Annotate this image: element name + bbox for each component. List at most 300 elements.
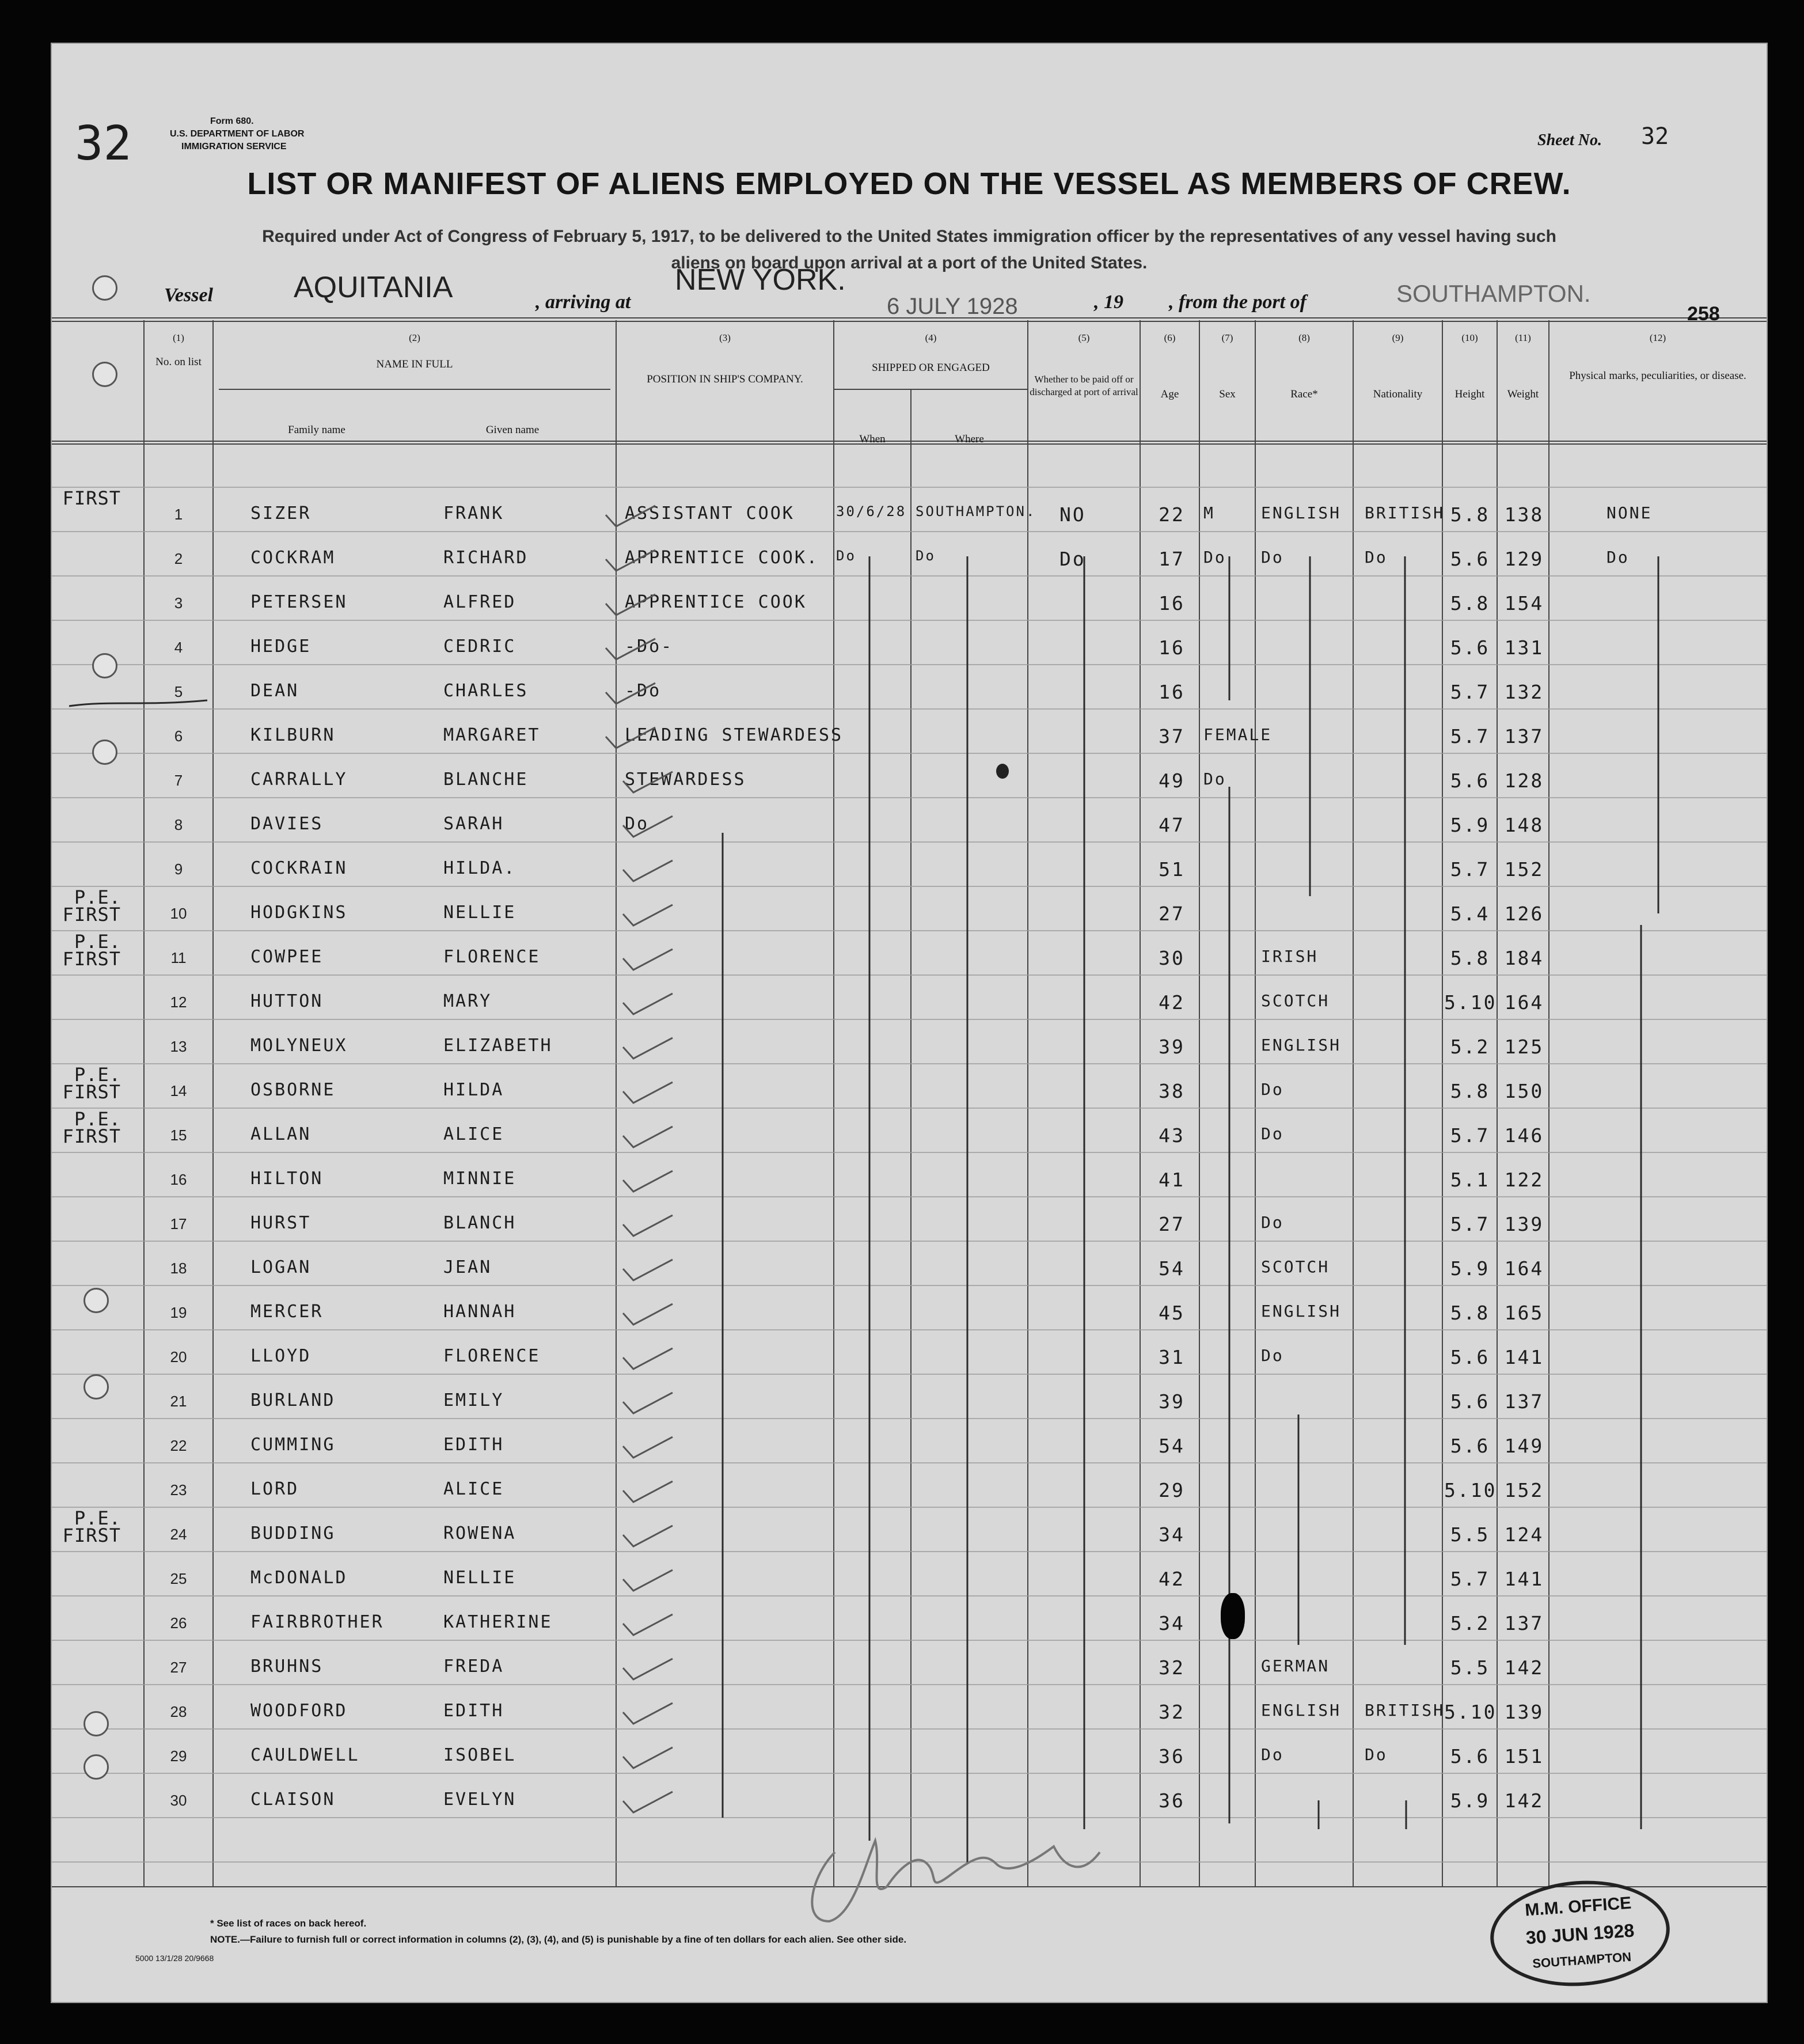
height: 5.8 — [1450, 1302, 1490, 1324]
col8-num: (8) — [1298, 332, 1310, 343]
age: 39 — [1159, 1036, 1185, 1058]
check-mark — [622, 1702, 674, 1725]
age: 27 — [1159, 902, 1185, 925]
height: 5.7 — [1450, 725, 1490, 748]
given-name: NELLIE — [443, 902, 516, 923]
check-mark — [622, 1791, 674, 1814]
table-row — [52, 1735, 1767, 1779]
family-name: MOLYNEUX — [250, 1036, 348, 1056]
check-mark — [622, 1170, 674, 1193]
table-row — [52, 1064, 1767, 1114]
table-row — [52, 1690, 1767, 1735]
given-name: BLANCH — [443, 1213, 516, 1233]
age: 38 — [1159, 1080, 1185, 1102]
race: Do — [1261, 1080, 1284, 1099]
check-mark — [622, 1081, 674, 1104]
given-name: JEAN — [443, 1257, 492, 1277]
weight: 125 — [1504, 1036, 1544, 1058]
given-name: MINNIE — [443, 1169, 516, 1189]
check-mark — [622, 1214, 674, 1237]
table-row — [52, 1203, 1767, 1247]
race: SCOTCH — [1261, 991, 1330, 1010]
given-name: FLORENCE — [443, 1346, 541, 1366]
col1-num: (1) — [173, 332, 184, 343]
height: 5.9 — [1450, 1257, 1490, 1280]
list-number: 22 — [170, 1437, 187, 1454]
shipped-when: 30/6/28 — [836, 503, 907, 519]
age: 49 — [1159, 769, 1185, 792]
col2-family-header: Family name — [288, 424, 345, 436]
check-mark — [622, 1391, 674, 1415]
check-mark — [622, 1480, 674, 1503]
weight: 131 — [1504, 636, 1544, 659]
col2-header: NAME IN FULL — [376, 358, 453, 370]
col10-header: Height — [1454, 388, 1485, 400]
year-label: , 19 — [1094, 291, 1123, 313]
shipped-where: Do — [916, 548, 936, 564]
age: 17 — [1159, 548, 1185, 570]
position: ASSISTANT COOK — [625, 503, 795, 524]
family-name: OSBORNE — [250, 1080, 336, 1100]
table-row — [52, 759, 1767, 803]
list-number: 16 — [170, 1171, 187, 1188]
col12-header: Physical marks, peculiarities, or disease. — [1569, 370, 1746, 382]
table-row — [52, 487, 1767, 537]
check-mark — [622, 904, 674, 927]
physical-marks: NONE — [1606, 503, 1653, 522]
list-number: 11 — [170, 949, 187, 966]
height: 5.8 — [1450, 1080, 1490, 1102]
check-mark — [622, 1258, 674, 1281]
age: 54 — [1159, 1435, 1185, 1457]
height: 5.10 — [1444, 991, 1497, 1014]
list-number: 13 — [170, 1038, 187, 1055]
weight: 122 — [1504, 1169, 1544, 1191]
col4-num: (4) — [925, 332, 937, 343]
col6-header: Age — [1160, 388, 1179, 400]
given-name: ALICE — [443, 1124, 504, 1144]
family-name: ALLAN — [250, 1124, 312, 1144]
shipped-where: SOUTHAMPTON. — [916, 503, 1036, 519]
check-mark — [605, 593, 656, 616]
subtitle-line1: Required under Act of Congress of February 5, 1917, to be delivered to the United States immigration officer by the representatives of any vessel having such — [262, 227, 1556, 246]
check-mark — [622, 1613, 674, 1636]
family-name: WOODFORD — [250, 1701, 348, 1721]
table-row — [52, 1291, 1767, 1336]
height: 5.7 — [1450, 1124, 1490, 1147]
given-name: HILDA. — [443, 858, 516, 878]
family-name: LLOYD — [250, 1346, 312, 1366]
col9-num: (9) — [1392, 332, 1404, 343]
given-name: EMILY — [443, 1390, 504, 1410]
family-name: McDONALD — [250, 1568, 348, 1588]
stamp-place: SOUTHAMPTON — [1532, 1949, 1632, 1971]
given-name: ISOBEL — [443, 1745, 516, 1765]
table-row — [52, 626, 1767, 670]
list-number: 27 — [170, 1659, 187, 1676]
list-number: 18 — [170, 1260, 187, 1277]
family-name: HURST — [250, 1213, 312, 1233]
age: 47 — [1159, 814, 1185, 836]
list-number: 7 — [174, 772, 183, 789]
weight: 124 — [1504, 1523, 1544, 1546]
check-mark — [622, 771, 674, 794]
weight: 139 — [1504, 1213, 1544, 1235]
weight: 137 — [1504, 725, 1544, 748]
given-name: MARY — [443, 991, 492, 1011]
given-name: HILDA — [443, 1080, 504, 1100]
race: Do — [1261, 1213, 1284, 1232]
age: 36 — [1159, 1789, 1185, 1812]
given-name: FREDA — [443, 1656, 504, 1677]
given-name: MARGARET — [443, 725, 541, 745]
table-row — [52, 1108, 1767, 1158]
table-row — [52, 1158, 1767, 1203]
height: 5.5 — [1450, 1656, 1490, 1679]
table-row — [52, 582, 1767, 626]
table-row — [52, 1247, 1767, 1291]
family-name: COCKRAIN — [250, 858, 348, 878]
age: 51 — [1159, 858, 1185, 881]
check-mark — [622, 948, 674, 971]
arriving-label: , arriving at — [535, 291, 631, 313]
table-row — [52, 803, 1767, 848]
age: 32 — [1159, 1656, 1185, 1679]
age: 16 — [1159, 592, 1185, 615]
list-number: 14 — [170, 1082, 187, 1099]
race: ENGLISH — [1261, 1701, 1342, 1720]
margin-note: FIRST — [62, 487, 121, 509]
table-row — [52, 537, 1767, 582]
position: Do — [625, 814, 650, 834]
age: 37 — [1159, 725, 1185, 748]
sex: FEMALE — [1203, 725, 1273, 744]
check-mark — [622, 859, 674, 882]
vessel-label: Vessel — [164, 285, 213, 306]
family-name: BRUHNS — [250, 1656, 324, 1677]
col7-num: (7) — [1221, 332, 1233, 343]
list-number: 6 — [174, 727, 183, 745]
col4-when-header: When — [859, 433, 886, 445]
print-code: 5000 13/1/28 20/9668 — [135, 1954, 214, 1963]
table-row — [52, 1507, 1767, 1557]
height: 5.7 — [1450, 681, 1490, 703]
weight: 152 — [1504, 858, 1544, 881]
check-mark — [605, 638, 656, 661]
age: 30 — [1159, 947, 1185, 969]
list-number: 20 — [170, 1348, 187, 1366]
weight: 165 — [1504, 1302, 1544, 1324]
department: U.S. DEPARTMENT OF LABOR — [170, 129, 305, 139]
table-row — [52, 1557, 1767, 1602]
table-row — [52, 1602, 1767, 1646]
weight: 152 — [1504, 1479, 1544, 1501]
list-number: 3 — [174, 594, 183, 612]
height: 5.4 — [1450, 902, 1490, 925]
height: 5.6 — [1450, 769, 1490, 792]
height: 5.2 — [1450, 1612, 1490, 1635]
list-number: 10 — [170, 905, 187, 922]
list-number: 17 — [170, 1215, 187, 1233]
family-name: HUTTON — [250, 991, 324, 1011]
height: 5.8 — [1450, 592, 1490, 615]
weight: 142 — [1504, 1789, 1544, 1812]
list-number: 12 — [170, 993, 187, 1011]
weight: 139 — [1504, 1701, 1544, 1723]
sheet-label: Sheet No. — [1537, 131, 1602, 149]
margin-note: P.E. FIRST — [62, 1108, 121, 1147]
list-number: 25 — [170, 1570, 187, 1587]
family-name: CAULDWELL — [250, 1745, 360, 1765]
table-row — [52, 1025, 1767, 1070]
height: 5.6 — [1450, 636, 1490, 659]
list-number: 8 — [174, 816, 183, 833]
weight: 184 — [1504, 947, 1544, 969]
weight: 137 — [1504, 1390, 1544, 1413]
table-row — [52, 848, 1767, 892]
form-number: Form 680. — [210, 116, 254, 126]
table-row — [52, 1779, 1767, 1823]
corner-number: 32 — [75, 116, 132, 171]
table-row — [52, 670, 1767, 715]
age: 34 — [1159, 1612, 1185, 1635]
check-mark — [605, 505, 656, 528]
height: 5.6 — [1450, 1346, 1490, 1368]
paid-off: NO — [1059, 503, 1086, 526]
family-name: COCKRAM — [250, 548, 336, 568]
margin-note: P.E. FIRST — [62, 1507, 121, 1546]
family-name: SIZER — [250, 503, 312, 524]
list-number: 30 — [170, 1792, 187, 1809]
given-name: FLORENCE — [443, 947, 541, 967]
family-name: CUMMING — [250, 1435, 336, 1455]
given-name: NELLIE — [443, 1568, 516, 1588]
age: 29 — [1159, 1479, 1185, 1501]
age: 34 — [1159, 1523, 1185, 1546]
subtitle-line2: aliens on board upon arrival at a port of the United States. — [671, 253, 1148, 272]
form-title: LIST OR MANIFEST OF ALIENS EMPLOYED ON THE VESSEL AS MEMBERS OF CREW. — [247, 166, 1571, 201]
nationality: BRITISH — [1365, 503, 1445, 522]
given-name: EDITH — [443, 1701, 504, 1721]
col8-header: Race* — [1290, 388, 1318, 400]
from-port: SOUTHAMPTON. — [1396, 280, 1591, 307]
col2-num: (2) — [409, 332, 420, 343]
sex: Do — [1203, 548, 1226, 567]
race: ENGLISH — [1261, 1036, 1342, 1055]
position: LEADING STEWARDESS — [625, 725, 844, 745]
height: 5.6 — [1450, 1745, 1490, 1768]
weight: 129 — [1504, 548, 1544, 570]
weight: 138 — [1504, 503, 1544, 526]
margin-note: P.E. FIRST — [62, 886, 121, 926]
given-name: CHARLES — [443, 681, 529, 701]
weight: 141 — [1504, 1568, 1544, 1590]
given-name: SARAH — [443, 814, 504, 834]
paid-off: Do — [1059, 548, 1086, 570]
age: 16 — [1159, 636, 1185, 659]
given-name: ALFRED — [443, 592, 516, 612]
family-name: HILTON — [250, 1169, 324, 1189]
physical-marks: Do — [1606, 548, 1630, 567]
family-name: BUDDING — [250, 1523, 336, 1544]
check-mark — [622, 1525, 674, 1548]
race: GERMAN — [1261, 1656, 1330, 1675]
race: Do — [1261, 1124, 1284, 1143]
weight: 132 — [1504, 681, 1544, 703]
col12-num: (12) — [1649, 332, 1666, 343]
height: 5.8 — [1450, 947, 1490, 969]
list-number: 21 — [170, 1393, 187, 1410]
list-number: 26 — [170, 1614, 187, 1632]
stamp-office: M.M. OFFICE — [1524, 1893, 1632, 1920]
age: 54 — [1159, 1257, 1185, 1280]
age: 27 — [1159, 1213, 1185, 1235]
list-number: 28 — [170, 1703, 187, 1720]
age: 36 — [1159, 1745, 1185, 1768]
height: 5.2 — [1450, 1036, 1490, 1058]
height: 5.7 — [1450, 858, 1490, 881]
given-name: EDITH — [443, 1435, 504, 1455]
check-mark — [622, 1037, 674, 1060]
col7-header: Sex — [1219, 388, 1236, 400]
table-row — [52, 1380, 1767, 1424]
family-name: BURLAND — [250, 1390, 336, 1410]
weight: 151 — [1504, 1745, 1544, 1768]
table-row — [52, 1424, 1767, 1469]
weight: 126 — [1504, 902, 1544, 925]
age: 42 — [1159, 1568, 1185, 1590]
race: ENGLISH — [1261, 1302, 1342, 1321]
height: 5.6 — [1450, 548, 1490, 570]
given-name: FRANK — [443, 503, 504, 524]
given-name: ROWENA — [443, 1523, 516, 1544]
table-row — [52, 981, 1767, 1025]
list-number: 9 — [174, 860, 183, 878]
height: 5.6 — [1450, 1435, 1490, 1457]
col9-header: Nationality — [1373, 388, 1423, 400]
col1-header: No. on list — [155, 356, 202, 368]
weight: 150 — [1504, 1080, 1544, 1102]
punch-hole — [92, 362, 117, 387]
list-number: 23 — [170, 1481, 187, 1499]
margin-note: P.E. FIRST — [62, 931, 121, 970]
height: 5.7 — [1450, 1568, 1490, 1590]
position: -Do- — [625, 636, 674, 657]
col11-header: Weight — [1507, 388, 1539, 400]
given-name: CEDRIC — [443, 636, 516, 657]
table-row — [52, 715, 1767, 759]
weight: 148 — [1504, 814, 1544, 836]
weight: 137 — [1504, 1612, 1544, 1635]
nationality: Do — [1365, 1745, 1388, 1764]
family-name: CARRALLY — [250, 769, 348, 790]
from-label: , from the port of — [1169, 291, 1307, 313]
family-name: CLAISON — [250, 1789, 336, 1810]
check-mark — [622, 992, 674, 1015]
check-mark — [622, 1436, 674, 1459]
height: 5.6 — [1450, 1390, 1490, 1413]
punch-hole — [92, 275, 117, 301]
list-number: 24 — [170, 1526, 187, 1543]
height: 5.7 — [1450, 1213, 1490, 1235]
col2-given-header: Given name — [485, 424, 540, 436]
family-name: MERCER — [250, 1302, 324, 1322]
list-number: 19 — [170, 1304, 187, 1321]
height: 5.9 — [1450, 814, 1490, 836]
given-name: HANNAH — [443, 1302, 516, 1322]
race: ENGLISH — [1261, 503, 1342, 522]
family-name: HODGKINS — [250, 902, 348, 923]
stamp-date: 30 JUN 1928 — [1525, 1920, 1635, 1948]
check-mark — [605, 726, 656, 749]
race: Do — [1261, 1346, 1284, 1365]
list-number: 29 — [170, 1747, 187, 1765]
col3-num: (3) — [719, 332, 731, 343]
weight: 164 — [1504, 1257, 1544, 1280]
height: 5.8 — [1450, 503, 1490, 526]
arrival-date: 6 JULY 1928 — [887, 294, 1018, 319]
height: 5.10 — [1444, 1479, 1497, 1501]
given-name: ELIZABETH — [443, 1036, 553, 1056]
weight: 141 — [1504, 1346, 1544, 1368]
given-name: EVELYN — [443, 1789, 516, 1810]
family-name: FAIRBROTHER — [250, 1612, 384, 1632]
signature — [812, 1841, 1100, 1921]
weight: 164 — [1504, 991, 1544, 1014]
given-name: RICHARD — [443, 548, 529, 568]
position: -Do — [625, 681, 662, 701]
table-row — [52, 1336, 1767, 1380]
col6-num: (6) — [1164, 332, 1176, 343]
weight: 128 — [1504, 769, 1544, 792]
table-row — [52, 1646, 1767, 1690]
position: STEWARDESS — [625, 769, 746, 790]
given-name: BLANCHE — [443, 769, 529, 790]
stamp-number: 258 — [1687, 303, 1720, 325]
col5-num: (5) — [1078, 332, 1090, 343]
age: 22 — [1159, 503, 1185, 526]
col4-where-header: Where — [955, 433, 984, 445]
height: 5.5 — [1450, 1523, 1490, 1546]
given-name: ALICE — [443, 1479, 504, 1499]
check-mark — [622, 1658, 674, 1681]
check-mark — [622, 1569, 674, 1592]
col3-header: POSITION IN SHIP'S COMPANY. — [647, 373, 803, 385]
race: Do — [1261, 548, 1284, 567]
sheet-number: 32 — [1641, 123, 1669, 150]
nationality: BRITISH — [1365, 1701, 1445, 1720]
check-mark — [605, 549, 656, 572]
check-mark — [622, 1125, 674, 1148]
family-name: LORD — [250, 1479, 299, 1499]
footer-note: NOTE.—Failure to furnish full or correct information in columns (2), (3), (4), and (5) is punishable by a fine of ten dollars for each alien. See other side. — [210, 1934, 907, 1945]
list-number: 1 — [174, 506, 183, 523]
family-name: HEDGE — [250, 636, 312, 657]
sex: M — [1203, 503, 1215, 522]
col4-header: SHIPPED OR ENGAGED — [872, 362, 990, 374]
table-row — [52, 1469, 1767, 1513]
check-mark — [605, 682, 656, 705]
vessel-name: AQUITANIA — [294, 271, 453, 304]
check-mark — [622, 1347, 674, 1370]
family-name: LOGAN — [250, 1257, 312, 1277]
weight: 149 — [1504, 1435, 1544, 1457]
check-mark — [622, 1746, 674, 1769]
height: 5.10 — [1444, 1701, 1497, 1723]
family-name: COWPEE — [250, 947, 324, 967]
nationality: Do — [1365, 548, 1388, 567]
position: APPRENTICE COOK. — [625, 548, 819, 568]
